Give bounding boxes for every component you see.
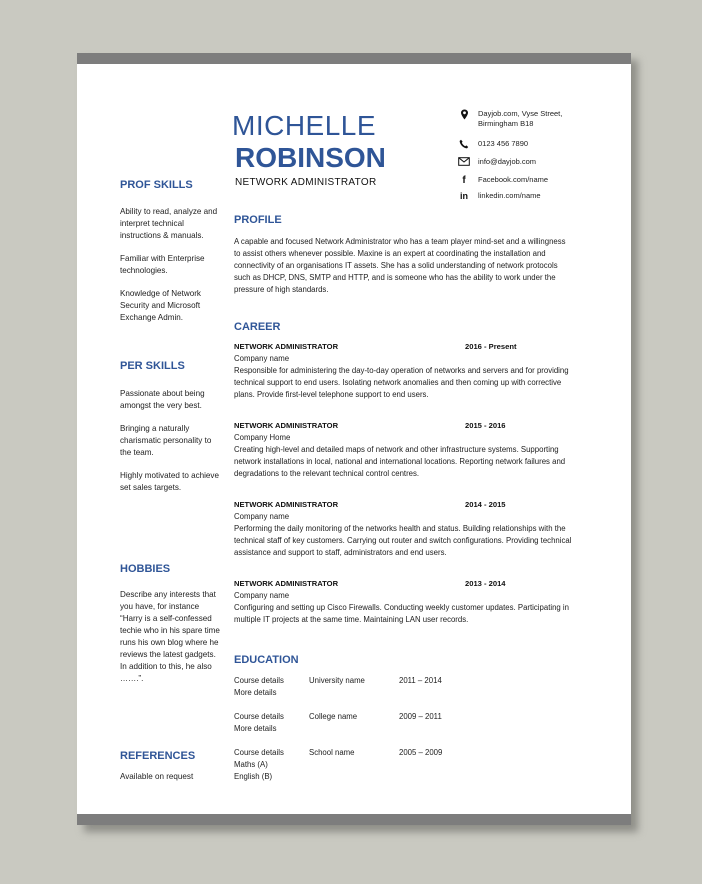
hobbies-heading: HOBBIES	[120, 563, 171, 575]
education-detail: Course details	[234, 748, 284, 757]
facebook-text: Facebook.com/name	[478, 175, 549, 184]
education-institution: University name	[309, 676, 365, 685]
per-skill-item: Highly motivated to achieve set sales targets.	[120, 471, 219, 492]
last-name: ROBINSON	[235, 142, 386, 173]
contact-block	[458, 109, 628, 205]
job-title: NETWORK ADMINISTRATOR	[235, 177, 377, 188]
education-detail: Course details	[234, 676, 284, 685]
phone-text: 0123 456 7890	[478, 139, 529, 148]
education-entry	[234, 711, 564, 735]
career-job-title: NETWORK ADMINISTRATOR	[234, 500, 339, 509]
address-line-1: Dayjob.com, Vyse Street,	[478, 109, 563, 118]
facebook-icon: f	[462, 175, 466, 186]
hobbies-text: Describe any interests that you have, for instance “Harry is a self-confessed techie who in his spare time runs his own blog where he reviews the latest gadgets. In addition to this, he also …….”.	[120, 590, 220, 683]
education-institution: College name	[309, 712, 358, 721]
career-job-title: NETWORK ADMINISTRATOR	[234, 342, 339, 351]
education-detail: Course details	[234, 712, 284, 721]
email-text: info@dayjob.com	[478, 157, 537, 166]
cv-page	[77, 53, 631, 825]
linkedin-icon: in	[460, 191, 468, 201]
career-job-dates: 2016 - Present	[465, 342, 517, 351]
contact-address	[458, 109, 628, 139]
career-entry	[234, 420, 574, 480]
career-description: Creating high-level and detailed maps of network and other infrastructure systems. Supporting network installations in local, national and international locations. Reporting network failures and degradations to the relevant technical control centres.	[234, 445, 566, 478]
education-entry	[234, 675, 564, 699]
career-entry	[234, 499, 574, 559]
contact-phone	[458, 139, 628, 157]
profile-text: A capable and focused Network Administrator who has a team player mind-set and a willingness to assist others whenever possible. Maxine is an expert at coordinating the installation and connectivity of an organisations IT assets. She has a solid understanding of network protocols such as DHCP, DNS, SMTP and HTTP, and is someone who has the ability to work under the pressure of high standards.	[234, 237, 566, 294]
contact-facebook	[458, 175, 628, 191]
profile-heading: PROFILE	[234, 214, 282, 226]
career-heading: CAREER	[234, 321, 281, 333]
first-name: MICHELLE	[232, 110, 377, 141]
phone-icon	[458, 139, 470, 151]
career-description: Configuring and setting up Cisco Firewalls. Conducting weekly customer updates. Participating in multiple IT projects at the same time. Maintaining LAN user records.	[234, 603, 570, 624]
top-bar	[77, 53, 631, 64]
career-entry	[234, 578, 574, 626]
contact-linkedin	[458, 191, 628, 205]
bottom-bar	[77, 814, 631, 825]
per-skills-heading: PER SKILLS	[120, 360, 185, 372]
per-skill-item: Bringing a naturally charismatic personality to the team.	[120, 424, 212, 457]
prof-skill-item: Knowledge of Network Security and Microsoft Exchange Admin.	[120, 289, 201, 322]
education-dates: 2005 – 2009	[399, 748, 443, 757]
education-dates: 2009 – 2011	[399, 712, 442, 721]
address-line-2: Birmingham B18	[478, 119, 534, 128]
career-company: Company Home	[234, 433, 291, 442]
education-detail: More details	[234, 724, 277, 733]
location-pin-icon	[458, 109, 470, 121]
career-company: Company name	[234, 354, 290, 363]
per-skill-item: Passionate about being amongst the very best.	[120, 389, 205, 410]
email-icon	[458, 157, 470, 169]
contact-email	[458, 157, 628, 175]
education-institution: School name	[309, 748, 355, 757]
prof-skill-item: Ability to read, analyze and interpret technical instructions & manuals.	[120, 207, 218, 240]
per-skills-list	[120, 388, 220, 505]
references-heading: REFERENCES	[120, 750, 196, 762]
career-job-title: NETWORK ADMINISTRATOR	[234, 421, 339, 430]
references-text: Available on request	[120, 772, 194, 781]
career-job-dates: 2015 - 2016	[465, 421, 506, 430]
education-dates: 2011 – 2014	[399, 676, 442, 685]
education-heading: EDUCATION	[234, 654, 299, 666]
career-job-dates: 2014 - 2015	[465, 500, 506, 509]
linkedin-text: linkedin.com/name	[478, 191, 541, 200]
career-job-dates: 2013 - 2014	[465, 579, 506, 588]
career-description: Responsible for administering the day-to-day operation of networks and servers and for providing technical support to end users. Isolating network anomalies and then coming up with corrective plans. Provide first-level telephone support to end users.	[234, 366, 569, 399]
education-detail: More details	[234, 688, 277, 697]
prof-skills-heading: PROF SKILLS	[120, 179, 193, 191]
career-company: Company name	[234, 591, 290, 600]
education-entry	[234, 747, 564, 783]
education-detail: Maths (A)	[234, 760, 268, 769]
prof-skill-item: Familiar with Enterprise technologies.	[120, 254, 205, 275]
career-company: Company name	[234, 512, 290, 521]
career-job-title: NETWORK ADMINISTRATOR	[234, 579, 339, 588]
prof-skills-list	[120, 206, 220, 335]
career-description: Performing the daily monitoring of the networks health and status. Building relationships with the technical staff of key customers. Carrying out router and switch configurations. Providing technical assistance and support to staff, administrators and end users.	[234, 524, 572, 557]
education-detail: English (B)	[234, 772, 273, 781]
career-entry	[234, 341, 574, 401]
